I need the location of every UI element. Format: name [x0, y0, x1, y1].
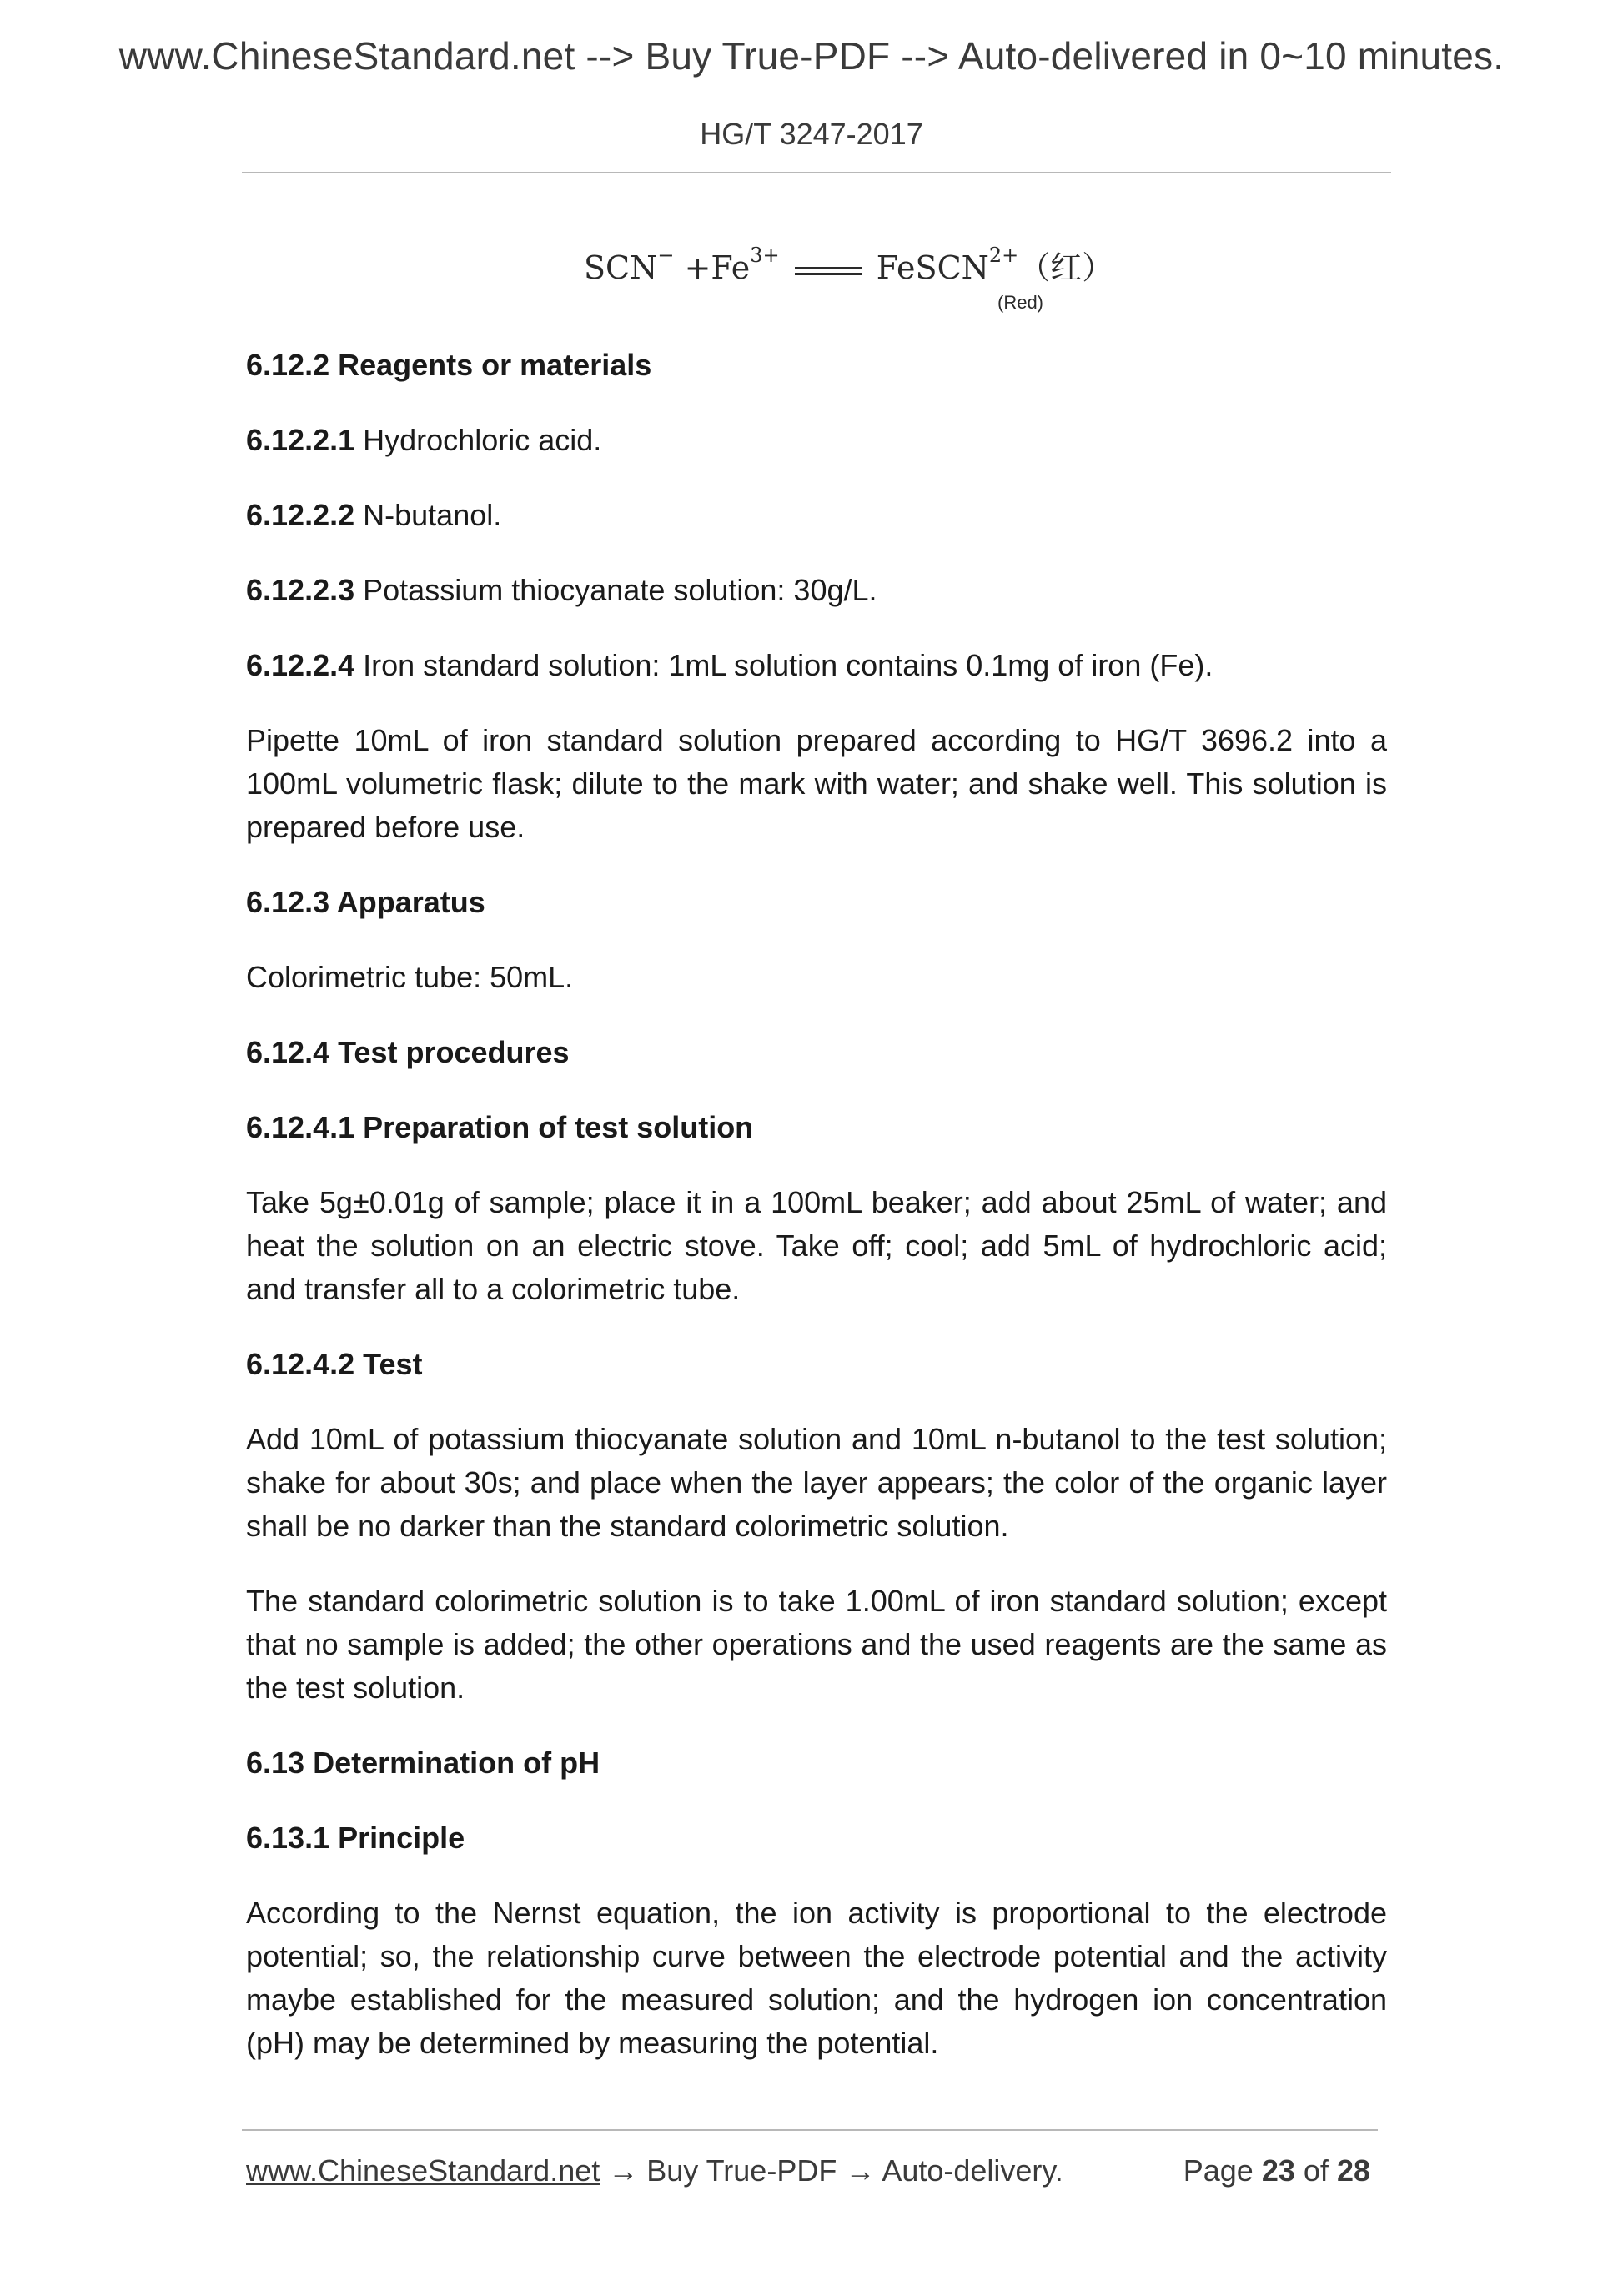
- footer-text: → Buy True-PDF → Auto-delivery.: [600, 2153, 1063, 2188]
- section-heading: 6.12.4 Test procedures: [246, 1035, 570, 1069]
- section-heading: 6.12.2 Reagents or materials: [246, 348, 652, 382]
- section-heading: 6.12.3 Apparatus: [246, 885, 485, 919]
- eq-plus-fe: +Fe: [684, 249, 751, 286]
- paragraph: Colorimetric tube: 50mL.: [246, 960, 574, 994]
- chemical-equation: [584, 242, 1113, 288]
- paragraph: Pipette 10mL of iron standard solution prepared according to HG/T 3696.2 into a 100mL volumetric flask; dilute to the mark with water; and shake well. This solution is prepared before use.: [246, 723, 1387, 844]
- paragraph: Add 10mL of potassium thiocyanate solution and 10mL n-butanol to the test solution; shake for about 30s; and place when the layer appears; the color of the organic layer shall be no darker than the standard colorimetric solution.: [246, 1422, 1387, 1543]
- total-pages: 28: [1336, 2153, 1370, 2188]
- eq-annotation: （红）: [1018, 249, 1114, 286]
- section-heading: 6.13 Determination of pH: [246, 1746, 600, 1780]
- list-item: 6.12.2.3 Potassium thiocyanate solution: 30g/L.: [246, 573, 877, 607]
- footer-link[interactable]: www.ChineseStandard.net: [246, 2153, 600, 2188]
- equation-note: (Red): [997, 292, 1044, 313]
- section-heading: 6.12.4.1 Preparation of test solution: [246, 1110, 754, 1144]
- footer-divider: [242, 2129, 1378, 2131]
- paragraph: Take 5g±0.01g of sample; place it in a 100mL beaker; add about 25mL of water; and heat the solution on an electric stove. Take off; cool; add 5mL of hydrochloric acid; and transfer all to a colorimetric tube.: [246, 1185, 1387, 1306]
- eq-fe-charge: 3+: [750, 244, 780, 268]
- header-divider: [242, 172, 1391, 173]
- page-number: Page 23 of 28: [1183, 2153, 1370, 2188]
- list-item: 6.12.2.2 N-butanol.: [246, 498, 502, 532]
- paragraph: According to the Nernst equation, the ion activity is proportional to the electrode potential; so, the relationship curve between the electrode potential and the activity maybe established for the measured solution; and the hydrogen ion concentration (pH) may be determined by measuring the potential.: [246, 1896, 1387, 2060]
- eq-product-charge: 2+: [988, 244, 1019, 268]
- document-body: [246, 344, 1387, 2097]
- list-item: 6.12.2.4 Iron standard solution: 1mL solution contains 0.1mg of iron (Fe).: [246, 648, 1213, 682]
- section-heading: 6.13.1 Principle: [246, 1821, 465, 1855]
- eq-scn: SCN: [584, 249, 658, 286]
- current-page: 23: [1261, 2153, 1295, 2188]
- equilibrium-equals-sign: [795, 264, 862, 279]
- paragraph: The standard colorimetric solution is to take 1.00mL of iron standard solution; except that no sample is added; the other operations and the used reagents are the same as the test solution.: [246, 1584, 1387, 1705]
- page-footer: [246, 2153, 1380, 2188]
- list-item: 6.12.2.1 Hydrochloric acid.: [246, 423, 602, 457]
- section-heading: 6.12.4.2 Test: [246, 1347, 423, 1381]
- top-banner: www.ChineseStandard.net --> Buy True-PDF --> Auto-delivered in 0~10 minutes.: [118, 34, 1505, 78]
- eq-product: FeSCN: [876, 249, 989, 286]
- eq-scn-charge: −: [657, 244, 675, 268]
- document-code: HG/T 3247-2017: [700, 117, 923, 151]
